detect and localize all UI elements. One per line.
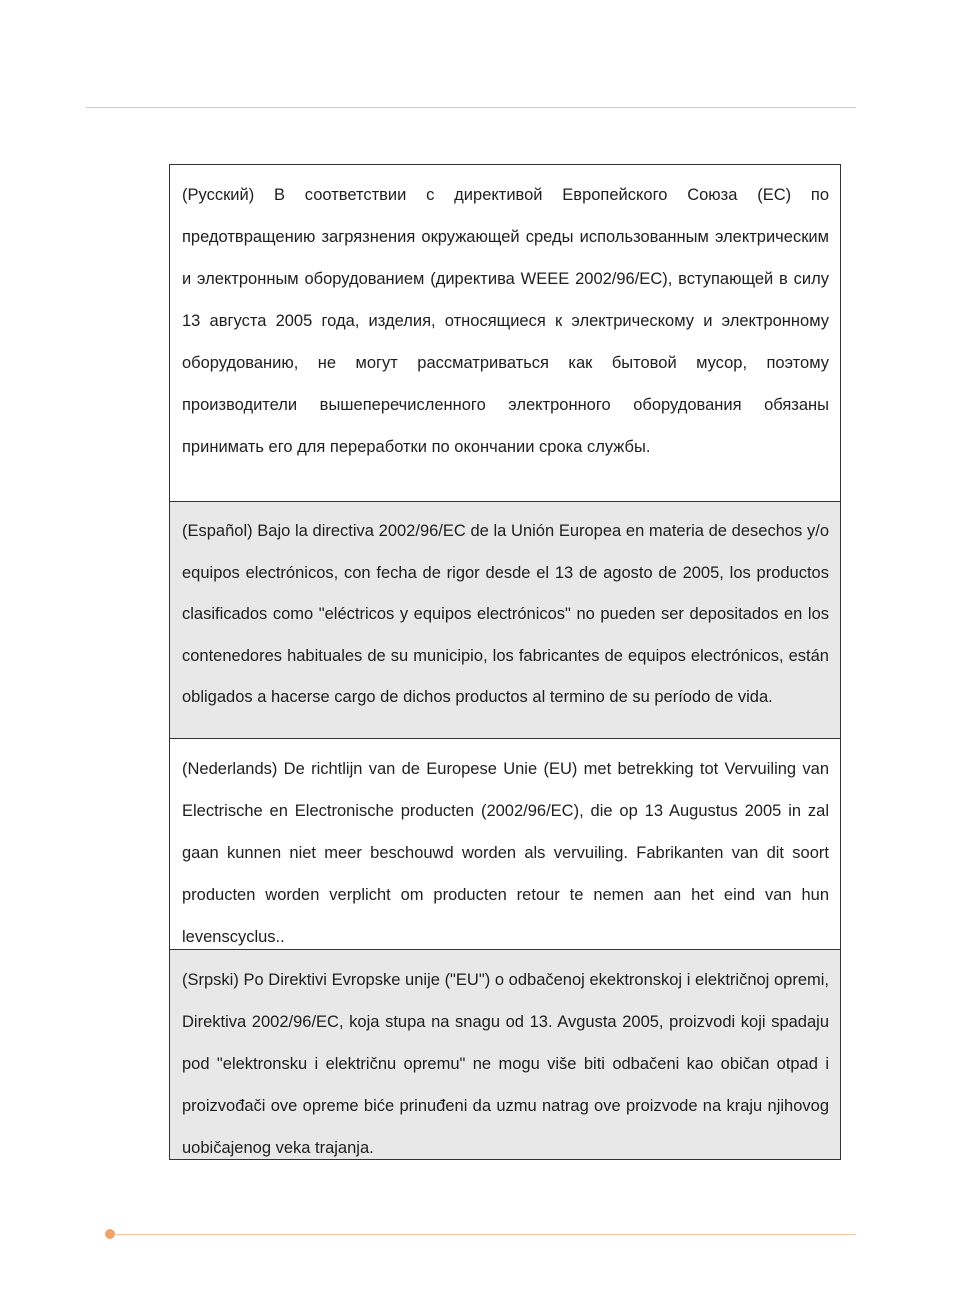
weee-notice-table: [169, 164, 841, 1160]
header-divider: [86, 107, 856, 108]
notice-spanish: (Español) Bajo la directiva 2002/96/EC de la Unión Europea en materia de desechos y/o equipos electrónicos, con fecha de rigor desde el 13 de agosto de 2005, los productos clasificados como "eléctricos y equipos electrónicos" no pueden ser depositados en los contenedores habituales de su municipio, los fabricantes de equipos electrónicos, están obligados a hacerse cargo de dichos productos al termino de su período de vida.: [170, 502, 840, 739]
notice-russian: (Русский) В соответствии с директивой Европейского Союза (ЕС) по предотвращению загрязнения окружающей среды использованным электрическим и электронным оборудованием (директива WEEE 2002/96/EC), вступающей в силу 13 августа 2005 года, изделия, относящиеся к электрическому и электронному оборудованию, не могут рассматриваться как бытовой мусор, поэтому производители вышеперечисленного электронного оборудования обязаны принимать его для переработки по окончании срока службы.: [170, 165, 840, 502]
notice-serbian: (Srpski) Po Direktivi Evropske unije ("EU") o odbačenoj ekektronskoj i električnoj opremi, Direktiva 2002/96/EC, koja stupa na snagu od 13. Avgusta 2005, proizvodi koji spadaju pod "elektronsku i električnu opremu" ne mogu više biti odbačeni kao običan otpad i proizvođači ove opreme biće prinuđeni da uzmu natrag ove proizvode na kraju njihovog uobičajenog veka trajanja.: [170, 950, 840, 1160]
footer-divider: [114, 1234, 856, 1235]
notice-dutch: (Nederlands) De richtlijn van de Europese Unie (EU) met betrekking tot Vervuiling van Electrische en Electronische producten (2002/96/EC), die op 13 Augustus 2005 in zal gaan kunnen niet meer beschouwd worden als vervuiling. Fabrikanten van dit soort producten worden verplicht om producten retour te nemen aan het eind van hun levenscyclus..: [170, 739, 840, 950]
